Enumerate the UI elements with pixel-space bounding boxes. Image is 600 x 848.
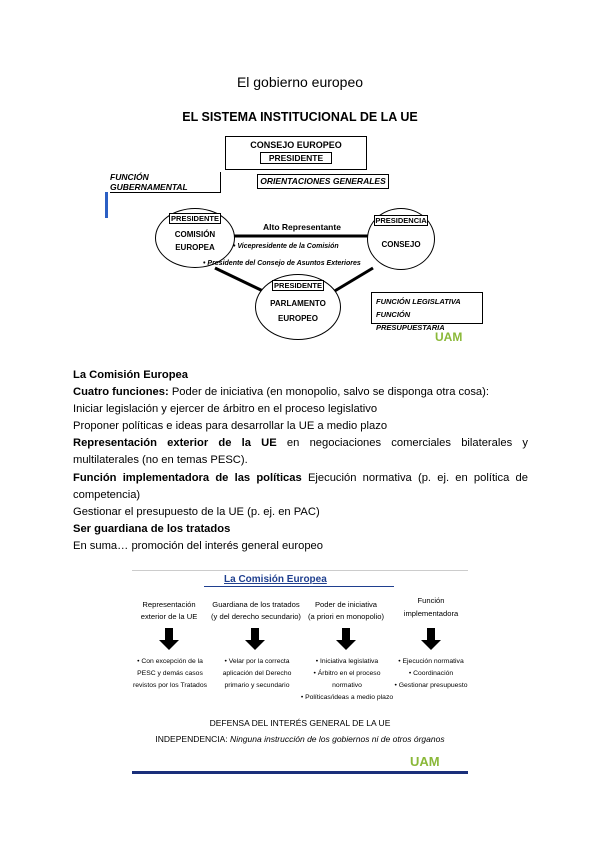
col1-items [132, 656, 208, 692]
funcion-implementadora-text: Ejecución normativa (p. ej. en política de competencia) [73, 471, 529, 501]
consejo-ellipse [367, 208, 435, 270]
funcion-gubernamental: FUNCIÓN GUBERNAMENTAL [110, 172, 221, 193]
diagram-heading: EL SISTEMA INSTITUCIONAL DE LA UE [182, 110, 418, 124]
guardiana-label: Ser guardiana de los tratados [73, 522, 231, 535]
comision-line2: EUROPEA [175, 243, 215, 252]
col1-title-line2: exterior de la UE [140, 612, 198, 621]
col4-title-line2: implementadora [403, 609, 459, 618]
funciones-box [371, 292, 483, 332]
cuatro-funciones-text: Poder de iniciativa (en monopolio, salvo se disponga otra cosa): [168, 386, 489, 399]
col3-title-line1: Poder de iniciativa [314, 600, 378, 609]
col3-item: • Árbitro en el proceso normativo [313, 670, 381, 689]
comision-presidente: PRESIDENTE [169, 213, 221, 224]
parlamento-ellipse [255, 274, 341, 340]
section-heading: La Comisión Europea [73, 369, 188, 381]
comision-line1: COMISIÓN [174, 230, 216, 239]
funcion-legislativa: FUNCIÓN LEGISLATIVA [376, 297, 461, 306]
col1-item: • Con excepción de la [137, 658, 203, 665]
col2-title-line2: (y del derecho secundario) [211, 612, 301, 621]
consejo-presidencia: PRESIDENCIA [375, 216, 427, 225]
nota-presidente-consejo: • Presidente del Consejo de Asuntos Exteriores [203, 260, 361, 267]
col1-item: revistos por los Tratados [132, 682, 208, 689]
col2-item: aplicación del Derecho [222, 670, 292, 677]
nota-vicepresidente: • Vicepresidente de la Comisión [233, 243, 339, 250]
col4-item: • Ejecución normativa [398, 658, 464, 665]
col4-item: • Coordinación [408, 670, 454, 677]
col4-arrow-icon [421, 628, 441, 650]
heading-rule [204, 586, 394, 587]
top-rule [132, 570, 468, 571]
col-guardiana [210, 600, 302, 621]
text-line3: Gestionar el presupuesto de la UE (p. ej. en PAC) [73, 505, 320, 518]
independencia-text: Ninguna instrucción de los gobiernos ni de otros órganos [227, 734, 445, 744]
en-suma-text: En suma… promoción del interés general europeo [73, 539, 323, 552]
col4-items [394, 656, 468, 692]
defensa-interes-general: DEFENSA DEL INTERÉS GENERAL DE LA UE [209, 718, 391, 728]
presidente-box: PRESIDENTE [260, 152, 332, 164]
independencia-label: INDEPENDENCIA: [155, 734, 228, 744]
col2-item: • Velar por la correcta [224, 658, 290, 665]
uam-logo: UAM [435, 330, 463, 344]
col1-item: PESC y demás casos [137, 670, 203, 677]
col2-title-line1: Guardiana de los tratados [212, 600, 300, 609]
cuatro-funciones-label: Cuatro funciones: [73, 386, 169, 399]
consejo-europeo-label: CONSEJO EUROPEO [250, 140, 342, 150]
col3-items [300, 656, 394, 704]
funcion-presupuestaria: FUNCIÓN PRESUPUESTARIA [376, 310, 445, 332]
alto-representante: Alto Representante [263, 222, 341, 232]
col4-title-line1: Función [417, 596, 445, 605]
orientaciones-generales: ORIENTACIONES GENERALES [257, 174, 389, 189]
col-iniciativa [306, 600, 386, 621]
consejo-label: CONSEJO [381, 240, 421, 249]
funcion-implementadora-label: Función implementadora de las políticas [73, 471, 302, 484]
independencia-line [132, 734, 468, 744]
uam-logo-2 [410, 754, 440, 769]
col2-arrow-icon [245, 628, 265, 650]
page-title: El gobierno europeo [236, 74, 364, 90]
comision-diagram [132, 570, 468, 775]
col3-item: • Iniciativa legislativa [315, 658, 379, 665]
representacion-text: en negociaciones comerciales bilaterales y multilaterales (no en temas PESC). [73, 437, 528, 467]
col2-item: primario y secundario [224, 682, 290, 689]
col3-title-line2: (a priori en monopolio) [308, 612, 384, 621]
col-implementadora [394, 596, 468, 618]
comision-ellipse [155, 208, 235, 268]
col2-items [212, 656, 302, 692]
representacion-label: Representación exterior de la UE [73, 437, 277, 450]
parlamento-line2: EUROPEO [277, 314, 318, 323]
parlamento-line1: PARLAMENTO [270, 299, 326, 308]
text-line2: Proponer políticas e ideas para desarrollar la UE a medio plazo [73, 420, 388, 433]
institutional-diagram [105, 100, 495, 350]
comision-text [73, 367, 528, 555]
text-line1: Iniciar legislación y ejercer de árbitro en el proceso legislativo [73, 403, 378, 416]
col3-item: • Políticas/ideas a medio plazo [300, 694, 394, 701]
col-representacion [132, 600, 206, 621]
parlamento-presidente: PRESIDENTE [272, 280, 324, 291]
bottom-bar [132, 771, 468, 774]
uam-logo-text: UAM [410, 754, 440, 769]
col1-arrow-icon [159, 628, 179, 650]
col4-item: • Gestionar presupuesto [394, 682, 468, 689]
col1-title-line1: Representación [142, 600, 196, 609]
col3-arrow-icon [336, 628, 356, 650]
diagram2-heading: La Comisión Europea [224, 574, 327, 585]
